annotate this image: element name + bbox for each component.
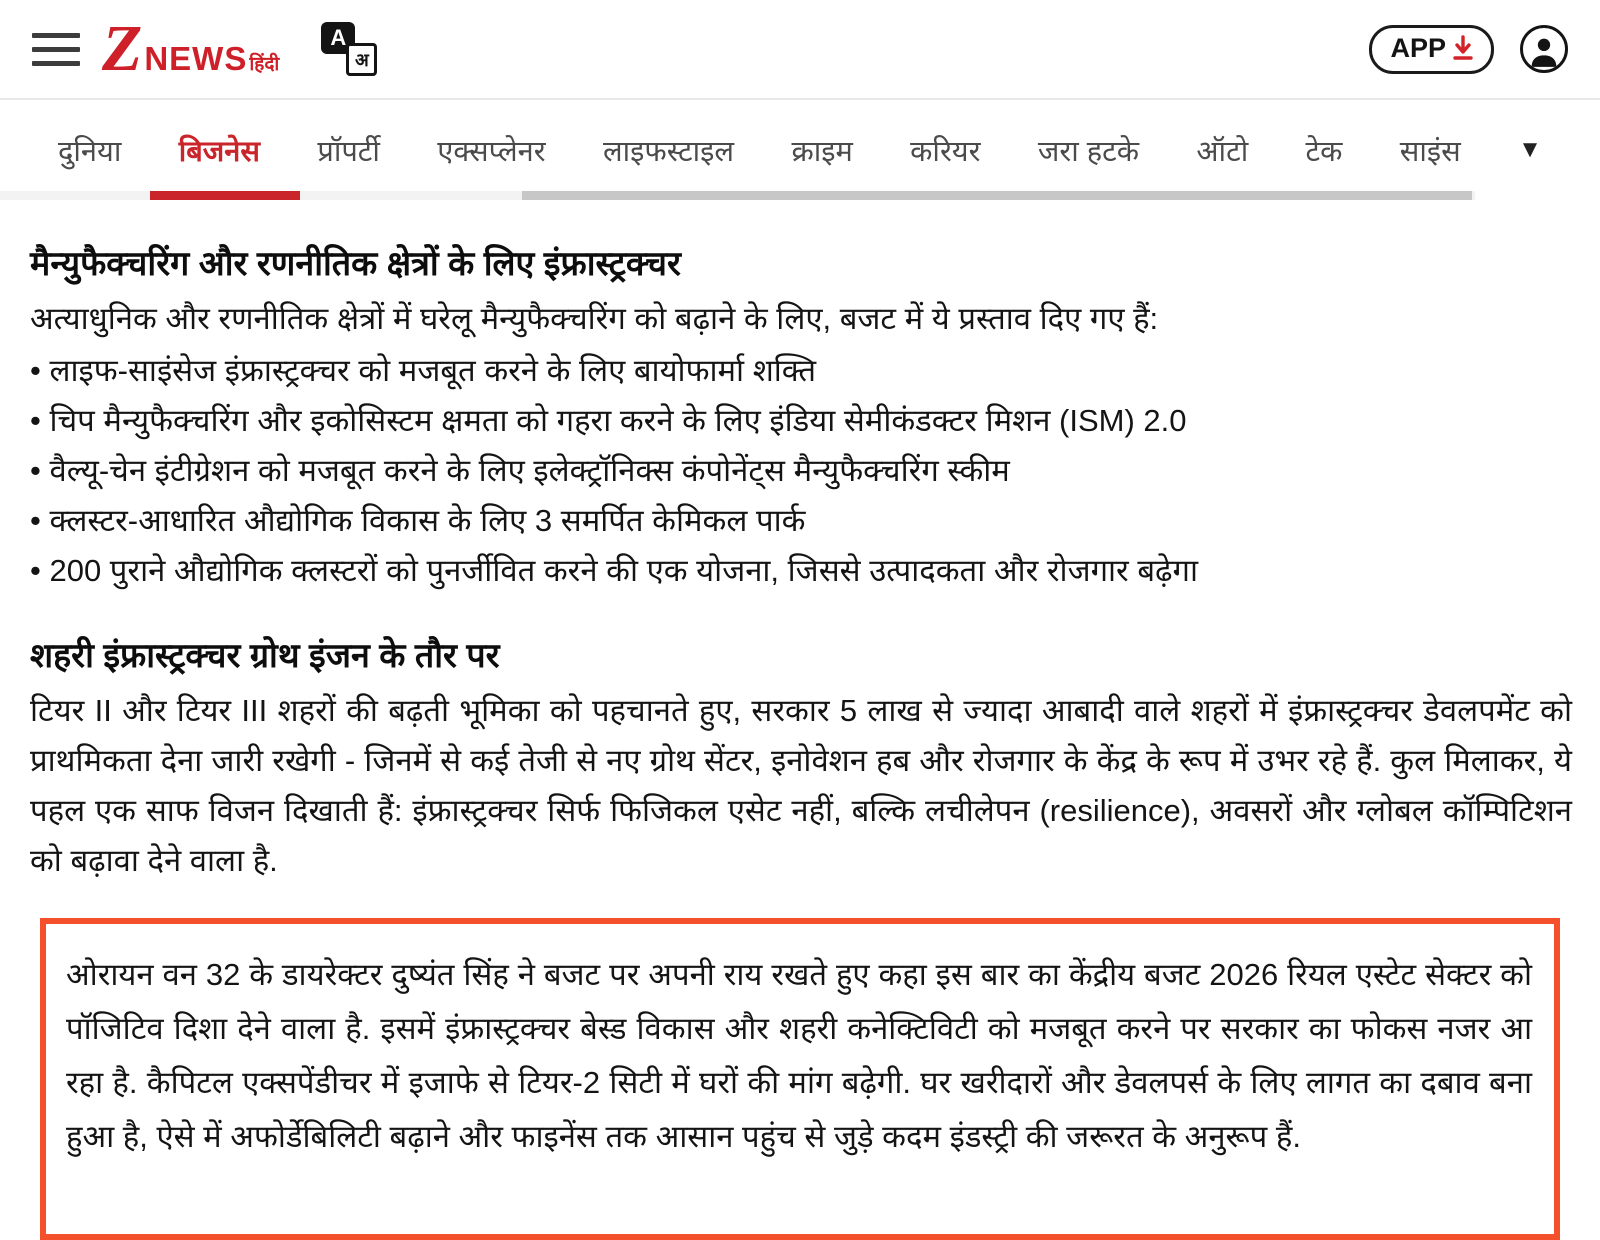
logo-news-text: NEWS	[144, 39, 248, 77]
section1-heading: मैन्युफैक्चरिंग और रणनीतिक क्षेत्रों के लिए इंफ्रास्ट्रक्चर	[30, 245, 681, 283]
section2-paragraph: टियर II और टियर III शहरों की बढ़ती भूमिका को पहचानते हुए, सरकार 5 लाख से ज्यादा आबादी वाले शहरों में इंफ्रास्ट्रक्चर डेवलपमेंट को प्राथमिकता देना जारी रखेगी - जिनमें से कई तेजी से नए ग्रोथ सेंटर, इनोवेशन हब और रोजगार के केंद्र के रूप में उभर रहे हैं. कुल मिलाकर, ये पहल एक साफ विजन दिखाती हैं: इंफ्रास्ट्रक्चर सिर्फ फिजिकल एसेट नहीं, बल्कि लचीलेपन (resilience), अवसरों और ग्लोबल कॉम्पिटिशन को बढ़ावा देने वाला है.	[30, 693, 1572, 878]
proposal-bullet-list	[30, 346, 1572, 596]
bullet-item: • 200 पुराने औद्योगिक क्लस्टरों को पुनर्जीवित करने की एक योजना, जिससे उत्पादकता और रोजगार बढ़ेगा	[30, 546, 1572, 596]
nav-tab-science[interactable]: साइंस	[1399, 135, 1461, 168]
nav-tab-career[interactable]: करियर	[910, 135, 981, 168]
hamburger-menu-icon[interactable]	[32, 33, 80, 66]
logo-hindi-text: हिंदी	[249, 53, 280, 75]
bullet-item: • चिप मैन्युफैक्चरिंग और इकोसिस्टम क्षमता को गहरा करने के लिए इंडिया सेमीकंडक्टर मिशन (ISM) 2.0	[30, 396, 1572, 446]
section2-heading: शहरी इंफ्रास्ट्रक्चर ग्रोथ इंजन के तौर पर	[30, 637, 500, 675]
logo-z-glyph: Z	[102, 11, 143, 85]
nav-tab-zara-hatke[interactable]: जरा हटके	[1037, 135, 1140, 168]
nav-tab-property[interactable]: प्रॉपर्टी	[317, 135, 380, 168]
app-download-button[interactable]	[1369, 25, 1494, 74]
nav-scrollbar-thumb[interactable]	[522, 191, 1472, 200]
nav-more-chevron-down-icon[interactable]: ▼	[1518, 136, 1542, 163]
active-tab-indicator	[150, 191, 300, 200]
zee-news-logo[interactable]	[102, 11, 280, 85]
section-manufacturing	[30, 240, 1572, 596]
nav-tab-auto[interactable]: ऑटो	[1196, 135, 1249, 168]
article-body	[0, 200, 1600, 1240]
section-urban-infra	[30, 632, 1572, 886]
nav-tab-crime[interactable]: क्राइम	[791, 135, 853, 168]
translate-latin-letter: A	[321, 22, 355, 54]
top-header	[0, 0, 1600, 100]
nav-tab-explainer[interactable]: एक्सप्लेनर	[437, 135, 546, 168]
profile-avatar-button[interactable]	[1520, 25, 1568, 73]
nav-tab-duniya[interactable]: दुनिया	[58, 135, 122, 168]
app-button-label: APP	[1390, 32, 1446, 63]
user-icon	[1529, 33, 1559, 69]
bullet-item: • लाइफ-साइंसेज इंफ्रास्ट्रक्चर को मजबूत करने के लिए बायोफार्मा शक्ति	[30, 346, 1572, 396]
header-actions	[1369, 25, 1568, 74]
section1-intro: अत्याधुनिक और रणनीतिक क्षेत्रों में घरेलू मैन्युफैक्चरिंग को बढ़ाने के लिए, बजट में ये प्रस्ताव दिए गए हैं:	[30, 301, 1159, 336]
nav-tab-business[interactable]: बिजनेस	[178, 135, 260, 168]
quote-text: ओरायन वन 32 के डायरेक्टर दुष्यंत सिंह ने बजट पर अपनी राय रखते हुए कहा इस बार का केंद्रीय बजट 2026 रियल एस्टेट सेक्टर को पॉजिटिव दिशा देने वाला है. इसमें इंफ्रास्ट्रक्चर बेस्ड विकास और शहरी कनेक्टिविटी को मजबूत करने पर सरकार का फोकस नजर आ रहा है. कैपिटल एक्सपेंडीचर में इजाफे से टियर-2 सिटी में घरों की मांग बढ़ेगी. घर खरीदारों और डेवलपर्स के लिए लागत का दबाव बना हुआ है, ऐसे में अफोर्डेबिलिटी बढ़ाने और फाइनेंस तक आसान पहुंच से जुड़े कदम इंडस्ट्री की जरूरत के अनुरूप हैं.	[66, 957, 1532, 1154]
download-icon	[1451, 35, 1475, 61]
bullet-item: • वैल्यू-चेन इंटीग्रेशन को मजबूत करने के लिए इलेक्ट्रॉनिक्स कंपोनेंट्स मैन्युफैक्चरिंग स्कीम	[30, 446, 1572, 496]
nav-tab-lifestyle[interactable]: लाइफस्टाइल	[603, 135, 735, 168]
bullet-item: • क्लस्टर-आधारित औद्योगिक विकास के लिए 3 समर्पित केमिकल पार्क	[30, 496, 1572, 546]
highlighted-quote-box	[40, 918, 1560, 1240]
nav-tab-tech[interactable]: टेक	[1305, 135, 1343, 168]
category-nav-bar	[0, 100, 1600, 200]
language-translate-icon[interactable]	[321, 20, 379, 78]
translate-devanagari-letter: अ	[346, 43, 377, 76]
